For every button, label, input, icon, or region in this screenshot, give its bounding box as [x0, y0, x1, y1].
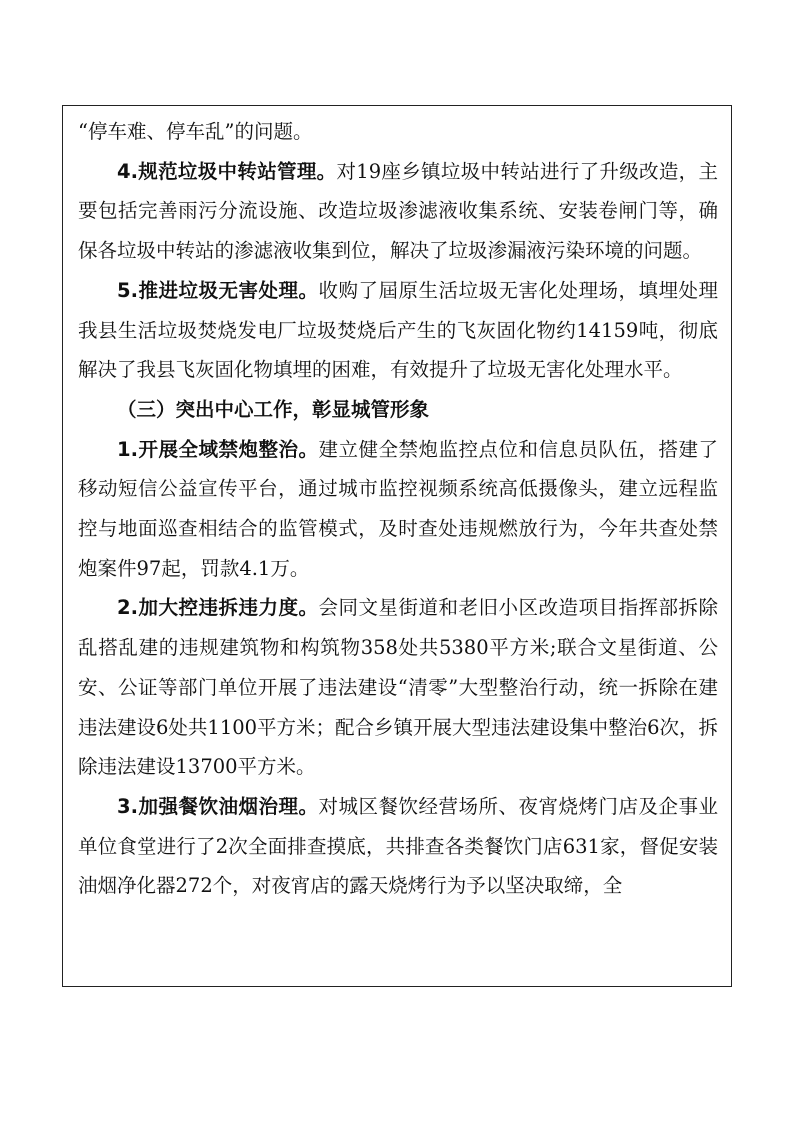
paragraph-lead: 5.推进垃圾无害处理。: [117, 278, 319, 302]
paragraph-text: 对城区餐饮经营场所、夜宵烧烤门店及企事业单位食堂进行了2次全面排查摸底，共排查各类餐饮门店631家，督促安装油烟净化器272个，对夜宵店的露天烧烤行为予以坚决取缔，全: [78, 794, 718, 898]
paragraph-harmless-treatment: [78, 271, 718, 390]
paragraph-garbage-transfer-stations: [78, 152, 718, 271]
paragraph-firecracker-ban: [78, 430, 718, 589]
paragraph-text: 会同文星街道和老旧小区改造项目指挥部拆除乱搭乱建的违规建筑物和构筑物358处共5380平方米;联合文星街道、公安、公证等部门单位开展了违法建设“清零”大型整治行动，统一拆除在建违法建设6处共1100平方米；配合乡镇开展大型违法建设集中整治6次，拆除违法建设13700平方米。: [78, 596, 718, 779]
paragraph-text: 建立健全禁炮监控点位和信息员队伍，搭建了移动短信公益宣传平台，通过城市监控视频系统高低摄像头，建立远程监控与地面巡查相结合的监管模式，及时查处违规燃放行为，今年共查处禁炮案件97起，罚款4.1万。: [78, 437, 718, 580]
paragraph-continuation: [78, 112, 718, 152]
paragraph-lead: 4.规范垃圾中转站管理。: [117, 159, 337, 183]
paragraph-lead: 3.加强餐饮油烟治理。: [117, 794, 319, 818]
paragraph-lead: 2.加大控违拆违力度。: [117, 596, 319, 620]
paragraph-text: 对19座乡镇垃圾中转站进行了升级改造，主要包括完善雨污分流设施、改造垃圾渗滤液收集系统、安装卷闸门等，确保各垃圾中转站的渗滤液收集到位，解决了垃圾渗漏液污染环境的问题。: [78, 159, 718, 263]
section-heading: （三）突出中心工作，彰显城管形象: [117, 397, 430, 421]
paragraph-illegal-construction: [78, 588, 718, 787]
paragraph-lead: 1.开展全域禁炮整治。: [117, 437, 319, 461]
paragraph-catering-fumes: [78, 787, 718, 906]
paragraph-text: 收购了屆原生活垃圾无害化处理场，填埋处理我县生活垃圾焚烧发电厂垃圾焚烧后产生的飞灰固化物约14159吨，彻底解决了我县飞灰固化物填埋的困难，有效提升了垃圾无害化处理水平。: [78, 278, 718, 382]
document-body: [78, 112, 718, 906]
paragraph-text: “停车难、停车乱”的问题。: [78, 120, 313, 143]
